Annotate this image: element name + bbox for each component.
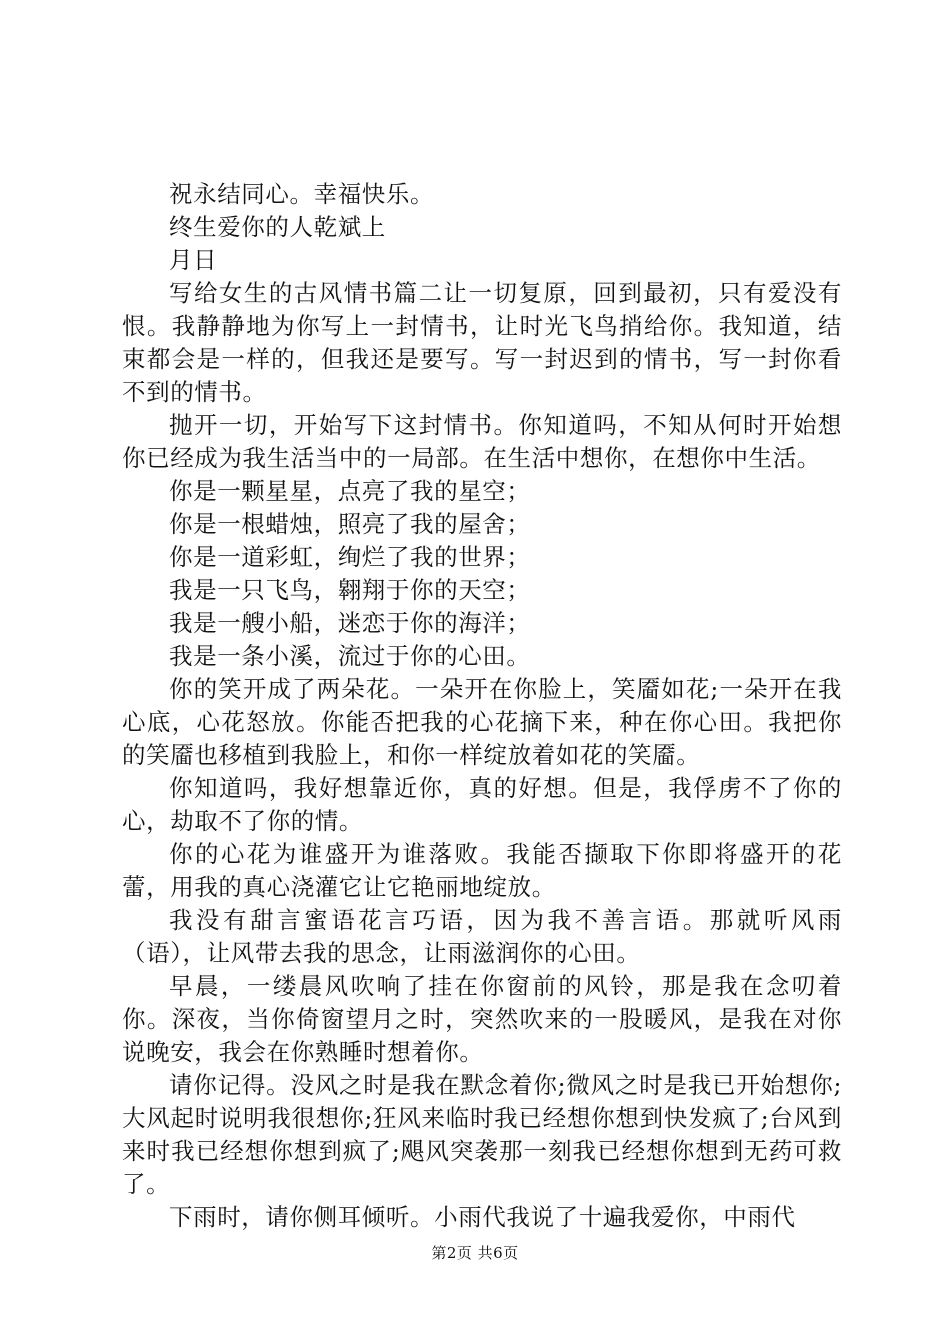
paragraph: 你的笑开成了两朵花。一朵开在你脸上，笑靥如花;一朵开在我心底，心花怒放。你能否把我的心花摘下来，种在你心田。我把你的笑靥也移植到我脸上，和你一样绽放着如花的笑靥。 — [122, 675, 842, 769]
paragraph: 你是一道彩虹，绚烂了我的世界； — [169, 543, 531, 571]
document-body — [122, 178, 842, 1234]
paragraph: 你知道吗，我好想靠近你，真的好想。但是，我俘虏不了你的心，劫取不了你的情。 — [122, 774, 842, 835]
paragraph: 写给女生的古风情书篇二让一切复原，回到最初，只有爱没有恨。我静静地为你写上一封情书，让时光飞鸟捎给你。我知道，结束都会是一样的，但我还是要写。写一封迟到的情书，写一封你看不到的情书。 — [122, 279, 842, 406]
paragraph: 你是一根蜡烛，照亮了我的屋舍； — [169, 510, 531, 538]
paragraph: 请你记得。没风之时是我在默念着你;微风之时是我已开始想你;大风起时说明我很想你;狂风来临时我已经想你想到快发疯了;台风到来时我已经想你想到疯了;飓风突袭那一刻我已经想你想到无药可救了。 — [122, 1071, 842, 1198]
paragraph: 你是一颗星星，点亮了我的星空； — [169, 477, 531, 505]
paragraph: 下雨时，请你侧耳倾听。小雨代我说了十遍我爱你，中雨代 — [169, 1203, 796, 1231]
paragraph: 我是一条小溪，流过于你的心田。 — [169, 642, 531, 670]
paragraph: 我是一艘小船，迷恋于你的海洋； — [169, 609, 531, 637]
paragraph: 抛开一切，开始写下这封情书。你知道吗，不知从何时开始想你已经成为我生活当中的一局部。在生活中想你，在想你中生活。 — [122, 411, 842, 472]
paragraph: 祝永结同心。幸福快乐。 — [169, 180, 435, 208]
paragraph: 早晨，一缕晨风吹响了挂在你窗前的风铃，那是我在念叨着你。深夜，当你倚窗望月之时，突然吹来的一股暖风，是我在对你说晚安，我会在你熟睡时想着你。 — [122, 972, 842, 1066]
paragraph: 你的心花为谁盛开为谁落败。我能否撷取下你即将盛开的花蕾，用我的真心浇灌它让它艳丽地绽放。 — [122, 840, 842, 901]
paragraph: 我是一只飞鸟，翱翔于你的天空； — [169, 576, 531, 604]
paragraph: 终生爱你的人乾斌上 — [169, 213, 386, 241]
paragraph: 我没有甜言蜜语花言巧语，因为我不善言语。那就听风雨（语），让风带去我的思念，让雨滋润你的心田。 — [122, 906, 842, 967]
paragraph: 月日 — [169, 246, 218, 274]
page-footer: 第2页 共6页 — [431, 1244, 519, 1262]
